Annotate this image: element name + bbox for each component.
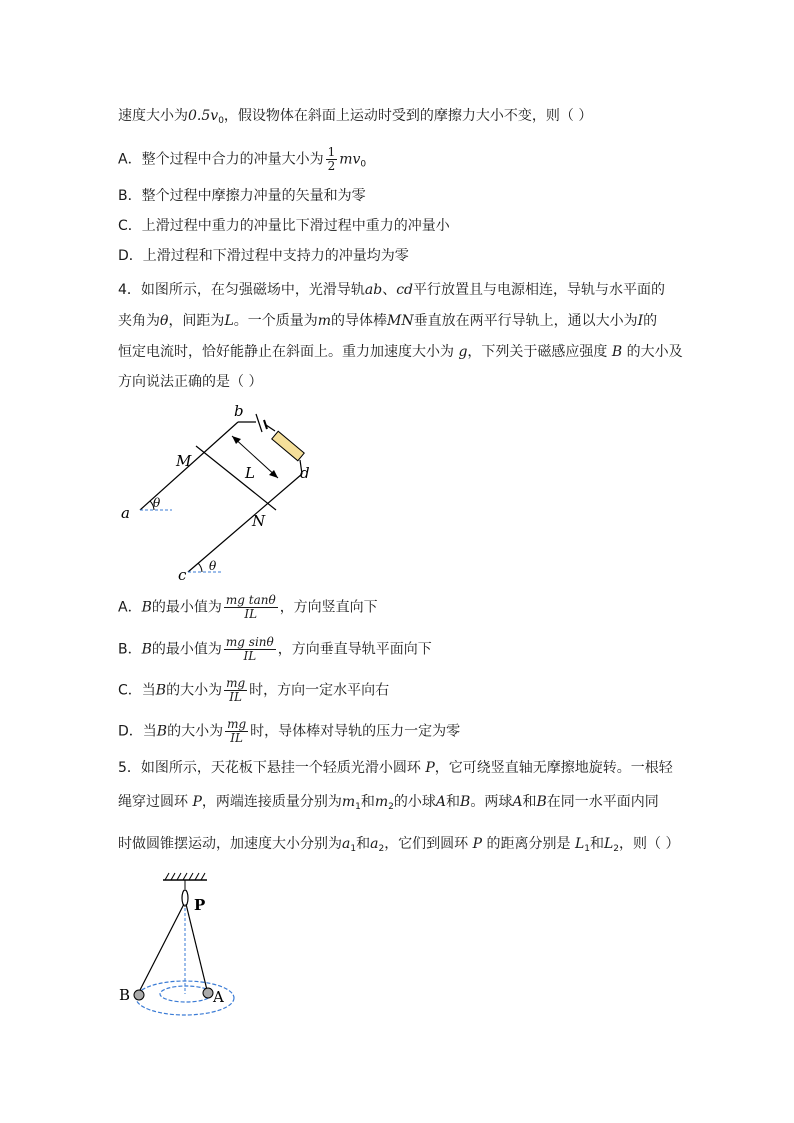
- rail-dc: [188, 474, 302, 572]
- label-B: B: [119, 986, 131, 1004]
- q3-stem: 速度大小为$0.5v_0$，假设物体在斜面上运动时受到的摩擦力大小不变，则（ ）: [118, 108, 593, 126]
- label-a: a: [121, 504, 130, 522]
- label-theta-2: θ: [209, 559, 217, 573]
- ball-A: [203, 988, 213, 998]
- string-A: [186, 904, 207, 990]
- label-A: A: [213, 988, 224, 1006]
- battery-long-plate: [256, 414, 262, 432]
- q5-stem-line-2: 绳穿过圆环 P，两端连接质量分别为$m_1$和$m_2$的小球A和B。两球A和B在同一水平面内同: [118, 794, 659, 812]
- resistor: [272, 431, 304, 461]
- q4-option-d[interactable]: D．当B的大小为 $\frac{mg}{IL}$ 时，导体棒对导轨的压力一定为零: [118, 717, 461, 745]
- q4-stem-line-4: 方向说法正确的是（ ）: [118, 374, 263, 390]
- q3-option-a[interactable]: A．整个过程中合力的冲量大小为 $\frac{1}{2}$ $mv_0$: [118, 145, 367, 173]
- ring-P: [182, 890, 188, 906]
- label-b: b: [234, 402, 244, 420]
- spacing-arrow: [232, 436, 278, 478]
- label-c: c: [178, 566, 187, 584]
- q4-option-c[interactable]: C．当B的大小为 $\frac{mg}{IL}$ 时，方向一定水平向右: [118, 676, 390, 704]
- battery-short-plate: [264, 420, 267, 429]
- q5-stem-line-3: 时做圆锥摆运动，加速度大小分别为$a_1$和$a_2$，它们到圆环 P 的距离分别是 $L_1$和$L_2$，则（ ）: [118, 836, 680, 854]
- label-N: N: [252, 512, 266, 530]
- q4-rail-figure: [110, 400, 340, 585]
- q3-option-c[interactable]: C．上滑过程中重力的冲量比下滑过程中重力的冲量小: [118, 218, 450, 234]
- label-theta-1: θ: [153, 496, 161, 510]
- conductor-MN: [196, 446, 276, 510]
- q4-option-b[interactable]: B．B的最小值为 $\frac{\text{mg sinθ}}{IL}$ ，方向垂直导轨平面向下: [118, 635, 432, 663]
- q4-stem-line-1: 4．如图所示，在匀强磁场中，光滑导轨ab、cd平行放置且与电源相连，导轨与水平面的: [118, 282, 666, 298]
- q4-option-a[interactable]: A．B的最小值为 $\frac{\text{mg tanθ}}{IL}$ ，方向竖直向下: [118, 593, 378, 621]
- label-L: L: [245, 464, 255, 482]
- q4-stem-line-2: 夹角为θ，间距为L。一个质量为m的导体棒MN垂直放在两平行导轨上，通以大小为I的: [118, 313, 658, 329]
- string-B: [139, 904, 184, 992]
- q3-option-d[interactable]: D．上滑过程和下滑过程中支持力的冲量均为零: [118, 248, 409, 264]
- label-d: d: [300, 464, 310, 482]
- q5-conical-pendulum-figure: [110, 868, 270, 1028]
- label-M: M: [176, 452, 192, 470]
- label-P: P: [194, 896, 206, 914]
- q4-stem-line-3: 恒定电流时，恰好能静止在斜面上。重力加速度大小为 g，下列关于磁感应强度 B 的大小及: [118, 344, 683, 360]
- ball-B: [134, 990, 144, 1000]
- q5-stem-line-1: 5．如图所示，天花板下悬挂一个轻质光滑小圆环 P，它可绕竖直轴无摩擦地旋转。一根轻: [118, 760, 673, 776]
- q3-option-b[interactable]: B．整个过程中摩擦力冲量的矢量和为零: [118, 188, 366, 204]
